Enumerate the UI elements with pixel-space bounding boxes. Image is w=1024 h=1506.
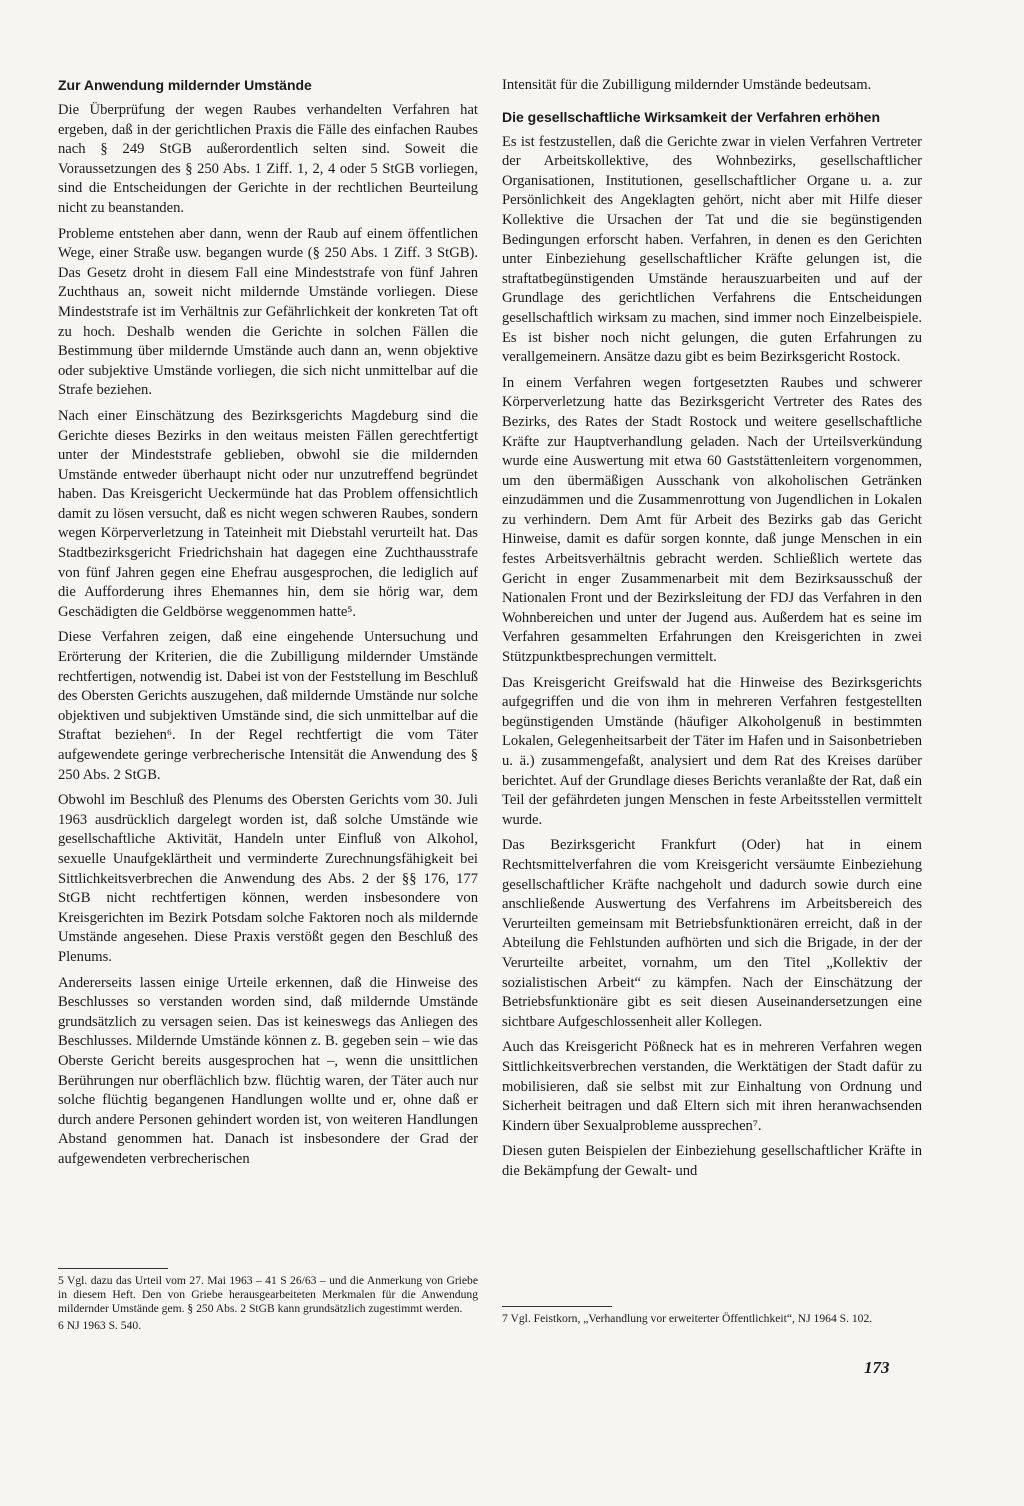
paragraph: In einem Verfahren wegen fortgesetzten Raubes und schwerer Körperverletzung hatte das Bezirksgericht Vertreter des Rates des Bezirks, des Rates der Stadt Rostock und weitere gesellschaftliche Kräfte zur Hauptverhandlung geladen. Nach der Urteilsverkündung wurde eine Auswertung mit etwa 60 Gaststättenleitern vorgenommen, um den übermäßigen Ausschank von alkoholischen Getränken einzudämmen und die Zusammenrottung von Jugendlichen in Lokalen zu verhindern. Dem Amt für Arbeit des Bezirks gab das Gericht Hinweise, damit es dafür sorgen konnte, daß junge Menschen in ein festes Arbeitsverhältnis gebracht werden. Schließlich wertete das Gericht in enger Zusammenarbeit mit dem Bezirksausschuß der Nationalen Front und der Bezirksleitung der FDJ das Verfahren in den Wohnbereichen und unter der Jugend aus. Außerdem hat es seine im Verfahren gesammelten Erfahrungen den Kreisgerichten in zwei Stützpunktbesprechungen vermittelt. — [502, 374, 922, 666]
footnote-6: 6 NJ 1963 S. 540. — [58, 1319, 142, 1332]
section-heading-gesellschaftliche-wirksamkeit: Die gesellschaftliche Wirksamkeit der Verfahren erhöhen — [502, 108, 881, 125]
paragraph: Die Überprüfung der wegen Raubes verhandelten Verfahren hat ergeben, daß in der gerichtlichen Praxis die Fälle des einfachen Raubes nach § 249 StGB außerordentlich selten sind. Soweit die Voraussetzungen des § 250 Abs. 1 Ziff. 1, 2, 4 oder 5 StGB vorliegen, sind die Entscheidungen der Gerichte in der rechtlichen Beurteilung nicht zu beanstanden. — [58, 102, 478, 216]
paragraph: Es ist festzustellen, daß die Gerichte zwar in vielen Verfahren Vertreter der Arbeitskollektive, des Wohnbezirks, gesellschaftlicher Organisationen, Institutionen, gesellschaftlicher Organe u. a. zur Persönlichkeit des Angeklagten gehört, nicht aber mit Hilfe dieser Kollektive die Ursachen der Tat und die sie begünstigenden Bedingungen erforscht haben. Verfahren, in denen es den Gerichten unter Einbeziehung gesellschaftlicher Kräfte gelungen ist, die straftatbegünstigenden Umstände herauszuarbeiten und auf der Grundlage des gerichtlichen Verfahrens die Entscheidungen gesellschaftlich wirksam zu machen, sind immer noch Einzelbeispiele. Es ist bisher noch nicht gelungen, die guten Erfahrungen zu verallgemeinern. Ansätze dazu gibt es beim Bezirksgericht Rostock. — [502, 133, 922, 366]
footnote-7: 7 Vgl. Feistkorn, „Verhandlung vor erweiterter Öffentlichkeit“, NJ 1964 S. 102. — [502, 1312, 873, 1325]
paragraph: Probleme entstehen aber dann, wenn der Raub auf einem öffentlichen Wege, einer Straße usw. begangen wurde (§ 250 Abs. 1 Ziff. 3 StGB). Das Gesetz droht in diesem Fall eine Mindeststrafe von fünf Jahren Zuchthaus an, soweit nicht mildernde Umstände vorliegen. Diese Mindeststrafe ist im Verhältnis zur Gefährlichkeit der konkreten Tat oft zu hoch. Deshalb wenden die Gerichte in solchen Fällen die Bestimmung über mildernde Umstände auch dann an, wenn objektive oder subjektive Umstände vorliegen, die sich nicht unmittelbar auf die Strafe beziehen. — [58, 225, 478, 399]
paragraph: Diesen guten Beispielen der Einbeziehung gesellschaftlicher Kräfte in die Bekämpfung der Gewalt- und — [502, 1143, 922, 1179]
paragraph: Diese Verfahren zeigen, daß eine eingehende Untersuchung und Erörterung der Kriterien, die die Zubilligung mildernder Umstände rechtfertigen, notwendig ist. Dabei ist von der Feststellung im Beschluß des Obersten Gerichts auszugehen, daß mildernde Umstände nur solche objektiven und subjektiven Umstände sind, die sich unmittelbar auf die Straftat beziehen⁶. In der Regel rechtfertigt die vom Täter aufgewendete geringe verbrecherische Intensität die Anwendung des § 250 Abs. 2 StGB. — [58, 629, 478, 783]
right-column — [502, 76, 922, 1187]
paragraph: Das Bezirksgericht Frankfurt (Oder) hat in einem Rechtsmittelverfahren die vom Kreisgericht versäumte Einbeziehung gesellschaftlicher Kräfte nachgeholt und dadurch sowie durch eine anschließende Auswertung des Verfahrens im Arbeitsbereich des Verurteilten gemeinsam mit Betriebsfunktionären erreicht, daß in der Abteilung die Fehlstunden aufhörten und sich die Brigade, in der der Verurteilte arbeitet, vornahm, um den Titel „Kollektiv der sozialistischen Arbeit“ zu kämpfen. Nach der Einschätzung der Betriebsfunktionäre gibt es seit diesen Auseinandersetzungen eine sichtbare Aufgeschlossenheit aller Kollegen. — [502, 837, 922, 1030]
paragraph-continued: Intensität für die Zubilligung mildernder Umstände bedeutsam. — [502, 77, 872, 93]
footnote-5: 5 Vgl. dazu das Urteil vom 27. Mai 1963 – 41 S 26/63 – und die Anmerkung von Griebe in diesem Heft. Den von Griebe herausgearbeiteten Merkmalen für die Anwendung mildernder Umstände gem. § 250 Abs. 2 StGB kann grundsätzlich zugestimmt werden. — [58, 1274, 478, 1315]
paragraph: Auch das Kreisgericht Pößneck hat es in mehreren Verfahren wegen Sittlichkeitsverbrechen verstanden, die Werktätigen der Stadt dafür zu mobilisieren, daß sie selbst mit zur Einhaltung von Ordnung und Sicherheit beitragen und daß Eltern sich mit ihren heranwachsenden Kindern über Sexualprobleme aussprechen⁷. — [502, 1039, 922, 1134]
paragraph: Nach einer Einschätzung des Bezirksgerichts Magdeburg sind die Gerichte dieses Bezirks in den weitaus meisten Fällen gerechtfertigt unter der Mindeststrafe geblieben, obwohl sie die mildernden Umstände entweder überhaupt nicht oder nur unzutreffend begründet haben. Das Kreisgericht Ueckermünde hat das Problem offensichtlich damit zu lösen versucht, daß es nicht wegen schweren Raubes, sondern wegen Körperverletzung in Tateinheit mit Diebstahl verurteilt hat. Das Stadtbezirksgericht Friedrichshain hat dagegen eine Zuchthausstrafe von fünf Jahren gegen eine Ehefrau ausgesprochen, die lediglich auf die Aufforderung ihres Ehemannes hin, dem sie hörig war, dem Geschädigten die Geldbörse weggenommen hatte⁵. — [58, 407, 478, 620]
page-number: 173 — [864, 1358, 890, 1377]
paragraph: Obwohl im Beschluß des Plenums des Obersten Gerichts vom 30. Juli 1963 ausdrücklich dargelegt worden ist, daß solche Umstände wie gesellschaftliche Aktivität, Handeln unter Einfluß von Alkohol, sexuelle Unaufgeklärtheit und verminderte Zurechnungsfähigkeit bei Sittlichkeitsverbrechen die Anwendung des Abs. 2 der §§ 176, 177 StGB nicht rechtfertigen können, werden insbesondere von Kreisgerichten im Bezirk Potsdam solche Faktoren noch als mildernde Umstände angesehen. Diese Praxis verstößt gegen den Beschluß des Plenums. — [58, 792, 478, 965]
footnotes-right — [502, 1300, 922, 1329]
footnote-rule — [58, 1268, 168, 1269]
paragraph: Das Kreisgericht Greifswald hat die Hinweise des Bezirksgerichts aufgegriffen und die von ihm in mehreren Verfahren festgestellten begünstigenden Umstände (häufiger Alkoholgenuß in bestimmten Lokalen, Gelegenheitsarbeit der Täter im Hafen und in Saisonbetrieben u. ä.) zusammengefaßt, analysiert und dem Rat des Kreises darüber berichtet. Auf der Grundlage dieses Berichts veranlaßte der Rat, daß ein Teil der gefährdeten jungen Menschen in feste Arbeitsstellen vermittelt wurde. — [502, 674, 922, 828]
footnotes-left — [58, 1262, 478, 1336]
section-heading-mildernde-umstaende: Zur Anwendung mildernder Umstände — [58, 77, 312, 93]
left-column — [58, 76, 478, 1175]
footnote-rule — [502, 1306, 612, 1307]
paragraph: Andererseits lassen einige Urteile erkennen, daß die Hinweise des Beschlusses so verstanden worden sind, daß mildernde Umstände grundsätzlich zu versagen seien. Das ist keineswegs das Anliegen des Beschlusses. Mildernde Umstände können z. B. gegeben sein – wie das Oberste Gericht bereits ausgesprochen hat –, wenn die unsittlichen Berührungen nur oberflächlich bzw. flüchtig waren, der Täter auch nur solche flüchtig begangenen Handlungen wollte und er, ohne daß er durch andere Personen gehindert worden ist, von weiteren Handlungen Abstand genommen hat. Danach ist insbesondere der Grad der aufgewendeten verbrecherischen — [58, 974, 478, 1167]
